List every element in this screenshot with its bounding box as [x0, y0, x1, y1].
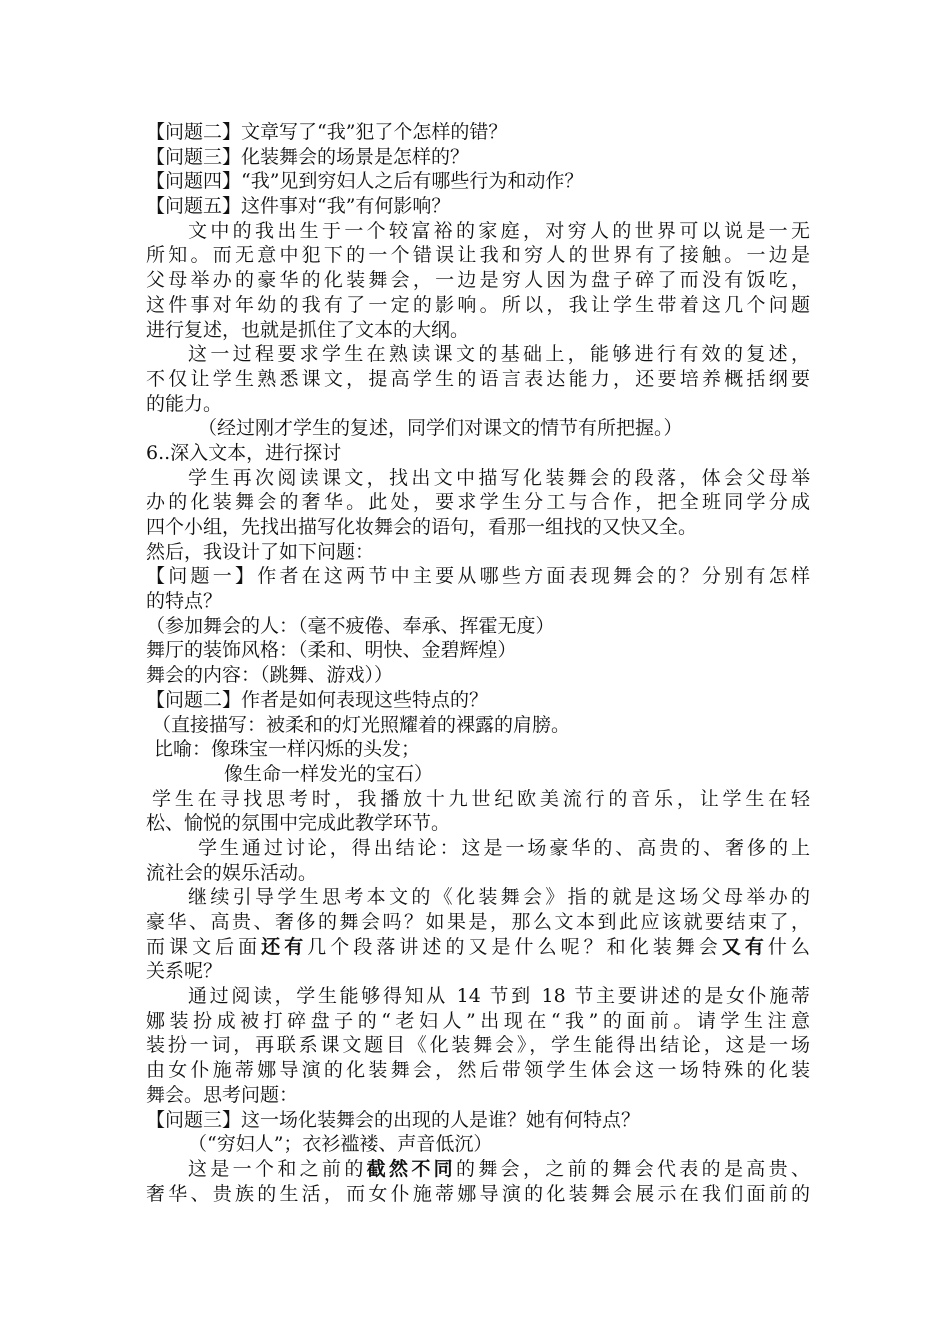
text-run: 的舞会，之前的舞会代表的是高贵、	[455, 1157, 810, 1180]
paragraph-line: 办的化装舞会的奢华。此处，要求学生分工与合作，把全班同学分成	[146, 491, 810, 514]
emphasis-text: 截然不同	[366, 1157, 456, 1180]
paragraph-line: 舞会。思考问题：	[146, 1083, 299, 1106]
paragraph-line: 由女仆施蒂娜导演的化装舞会，然后带领学生体会这一场特殊的化装	[146, 1059, 810, 1082]
question-line: 【问题三】化装舞会的场景是怎样的？	[146, 145, 470, 168]
paragraph-line: 四个小组，先找出描写化妆舞会的语句，看那一组找的又快又全。	[146, 516, 698, 538]
paragraph-line	[146, 935, 810, 960]
paragraph-line: 这件事对年幼的我有了一定的影响。所以，我让学生带着这几个问题	[146, 293, 810, 316]
paragraph-line: 关系呢？	[146, 960, 223, 983]
section-heading: 6..深入文本，进行探讨	[146, 441, 342, 464]
text-run: 什么	[767, 935, 810, 958]
paragraph-line: 所知。而无意中犯下的一个错误让我和穷人的世界有了接触。一边是	[146, 244, 810, 267]
paragraph-line: 通过阅读，学生能够得知从 14 节到 18 节主要讲述的是女仆施蒂	[188, 985, 810, 1008]
answer-line: （“穷妇人”；衣衫褴褛、声音低沉）	[188, 1133, 493, 1156]
paragraph-line: 娜装扮成被打碎盘子的“老妇人”出现在“我”的面前。请学生注意	[146, 1009, 810, 1032]
paragraph-line: 父母举办的豪华的化装舞会，一边是穷人因为盘子碎了而没有饭吃，	[146, 269, 810, 292]
question-line: 【问题三】这一场化装舞会的出现的人是谁？她有何特点？	[146, 1108, 641, 1131]
emphasis-text: 又有	[721, 935, 768, 958]
answer-line: 比喻：像珠宝一样闪烁的头发；	[154, 738, 421, 761]
paragraph-line: 继续引导学生思考本文的《化装舞会》指的就是这场父母举办的	[188, 886, 810, 909]
paragraph-line: 这一过程要求学生在熟读课文的基础上，能够进行有效的复述，	[188, 343, 810, 366]
question-line: 的特点？	[146, 590, 223, 613]
answer-line: （直接描写：被柔和的灯光照耀着的裸露的肩膀。	[152, 713, 571, 736]
answer-line: 舞会的内容：（跳舞、游戏））	[146, 664, 394, 687]
paragraph-line	[146, 1157, 810, 1182]
question-line: 【问题五】这件事对“我”有何影响？	[146, 195, 451, 218]
question-line: 【问题二】作者是如何表现这些特点的？	[146, 688, 489, 711]
question-line: 【问题二】文章写了“我”犯了个怎样的错？	[146, 121, 508, 143]
paragraph-line: 学生在寻找思考时，我播放十九世纪欧美流行的音乐，让学生在轻	[152, 787, 810, 810]
answer-line: 舞厅的装饰风格：（柔和、明快、金碧辉煌）	[146, 639, 517, 662]
text-run: 几个段落讲述的又是什么呢？和化装舞会	[307, 935, 722, 958]
text-run: 这是一个和之前的	[188, 1157, 367, 1180]
document-body	[146, 120, 810, 1206]
paragraph-line: 的能力。	[146, 392, 223, 415]
paragraph-line: 奢华、贵族的生活，而女仆施蒂娜导演的化装舞会展示在我们面前的	[146, 1182, 810, 1205]
paragraph-line: （经过刚才学生的复述，同学们对课文的情节有所把握。）	[198, 417, 683, 440]
emphasis-text: 还有	[261, 935, 308, 958]
paragraph-line: 豪华、高贵、奢侈的舞会吗？如果是，那么文本到此应该就要结束了，	[146, 911, 810, 933]
paragraph-line: 学生再次阅读课文，找出文中描写化装舞会的段落，体会父母举	[188, 466, 810, 489]
answer-line: 像生命一样发光的宝石）	[224, 762, 434, 785]
paragraph-line: 进行复述，也就是抓住了文本的大纲。	[146, 318, 470, 341]
paragraph-line: 不仅让学生熟悉课文，提高学生的语言表达能力，还要培养概括纲要	[146, 367, 810, 390]
question-line: 【问题一】作者在这两节中主要从哪些方面表现舞会的？分别有怎样	[146, 565, 810, 588]
question-line: 【问题四】“我”见到穷妇人之后有哪些行为和动作？	[146, 170, 584, 193]
text-run: 而课文后面	[146, 935, 262, 958]
paragraph-line: 松、愉悦的氛围中完成此教学环节。	[146, 812, 451, 835]
paragraph-line: 流社会的娱乐活动。	[146, 861, 318, 884]
answer-line: （参加舞会的人：（毫不疲倦、奉承、挥霍无度）	[146, 614, 555, 637]
paragraph-line: 然后，我设计了如下问题：	[146, 540, 375, 563]
paragraph-line: 文中的我出生于一个较富裕的家庭，对穷人的世界可以说是一无	[188, 219, 810, 242]
paragraph-line: 学生通过讨论，得出结论：这是一场豪华的、高贵的、奢侈的上	[198, 836, 810, 859]
paragraph-line: 装扮一词，再联系课文题目《化装舞会》，学生能得出结论，这是一场	[146, 1034, 810, 1057]
